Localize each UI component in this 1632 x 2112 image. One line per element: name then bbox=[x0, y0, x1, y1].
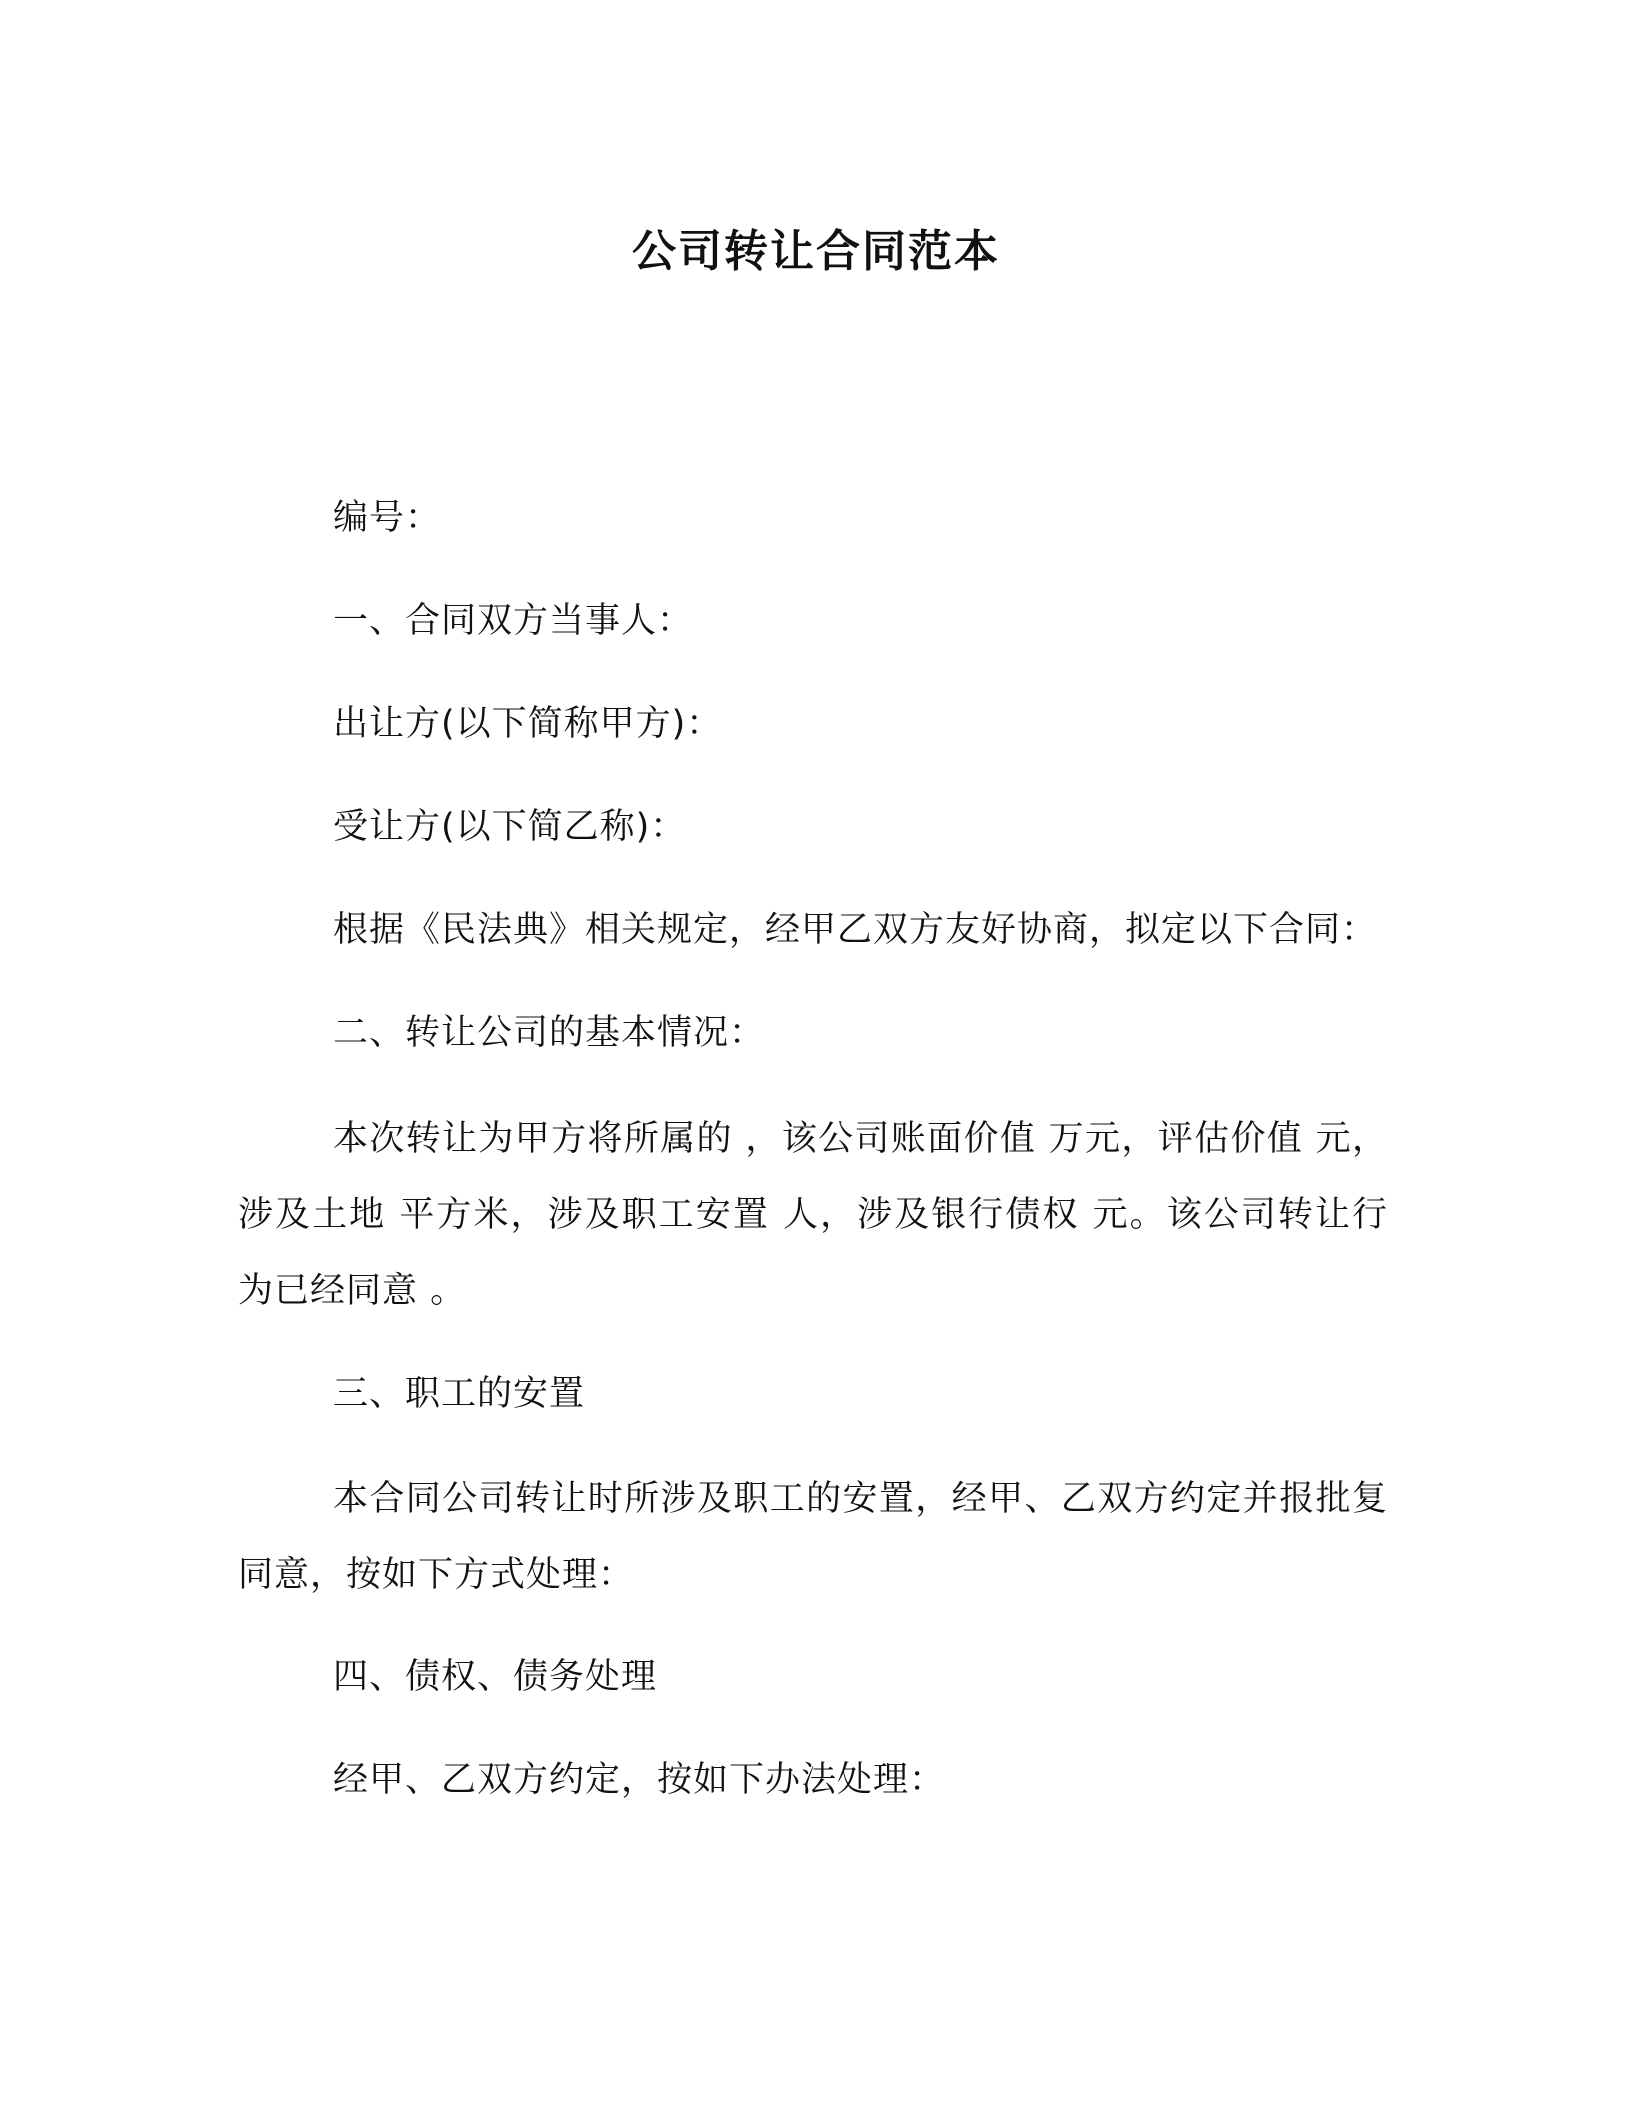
section1-heading: 一、合同双方当事人： bbox=[333, 601, 694, 641]
document-title: 公司转让合同范本 bbox=[632, 226, 1000, 277]
contract-number-label: 编号： bbox=[333, 498, 442, 538]
section4-body: 经甲、乙双方约定，按如下办法处理： bbox=[333, 1760, 946, 1800]
section3-body: 本合同公司转让时所涉及职工的安置，经甲、乙双方约定并报批复同意，按如下方式处理： bbox=[238, 1479, 1388, 1595]
preamble-line: 根据《民法典》相关规定，经甲乙双方友好协商，拟定以下合同： bbox=[333, 910, 1378, 950]
transferee-line: 受让方(以下简乙称)： bbox=[333, 807, 687, 847]
section3-heading: 三、职工的安置 bbox=[333, 1374, 586, 1414]
section2-heading: 二、转让公司的基本情况： bbox=[333, 1013, 766, 1053]
section4-heading: 四、债权、债务处理 bbox=[333, 1657, 658, 1697]
section2-body: 本次转让为甲方将所属的 ，该公司账面价值 万元，评估价值 元，涉及土地 平方米，涉及职工安置 人，涉及银行债权 元。该公司转让行为已经同意 。 bbox=[238, 1119, 1388, 1311]
transferor-line: 出让方(以下简称甲方)： bbox=[333, 704, 723, 744]
